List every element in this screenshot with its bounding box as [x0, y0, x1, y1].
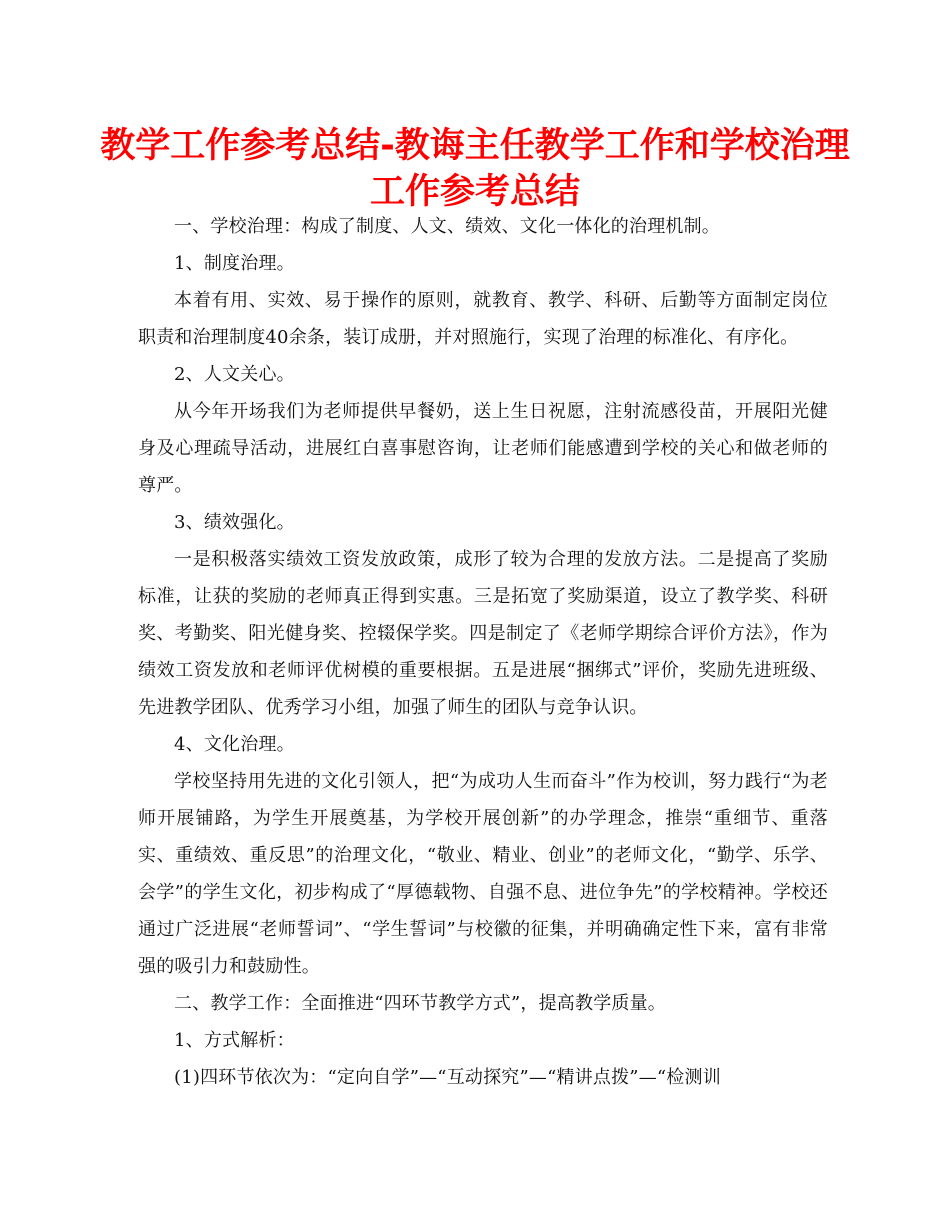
document-title-line-2: 工作参考总结 — [369, 172, 580, 212]
subheading-performance: 3、绩效强化。 — [174, 512, 295, 533]
paragraph-humanistic-care: 从今年开场我们为老师提供早餐奶，送上生日祝愿，注射流感役苗，开展阳光健身及心理疏导活动，进展红白喜事慰咨询，让老师们能感遭到学校的关心和做老师的尊严。 — [138, 401, 828, 496]
paragraph-culture-management: 学校坚持用先进的文化引领人，把“为成功人生而奋斗”作为校训，努力践行“为老师开展铺路，为学生开展奠基，为学校开展创新”的办学理念，推崇“重细节、重落实、重绩效、重反思”的治理文化，“敬业、精业、创业”的老师文化，“勤学、乐学、会学”的学生文化，初步构成了“厚德载物、自强不息、进位争先”的学校精神。学校还通过广泛进展“老师誓词”、“学生誓词”与校徽的征集，并明确确定性下来，富有非常强的吸引力和鼓励性。 — [138, 771, 828, 977]
document-title-line-1: 教学工作参考总结-教诲主任教学工作和学校治理 — [100, 126, 850, 166]
subheading-system-management: 1、制度治理。 — [174, 253, 295, 274]
document-body — [138, 208, 828, 1096]
paragraph-system-management: 本着有用、实效、易于操作的原则，就教育、教学、科研、后勤等方面制定岗位职责和治理制度40余条，装订成册，并对照施行，实现了治理的标准化、有序化。 — [138, 290, 828, 348]
section-heading-teaching-work: 二、教学工作：全面推进“四环节教学方式”，提高教学质量。 — [174, 993, 667, 1014]
subheading-humanistic-care: 2、人文关心。 — [174, 364, 295, 385]
paragraph-four-steps: (1)四环节依次为：“定向自学”—“互动探究”—“精讲点拨”—“检测训 — [174, 1067, 721, 1088]
subheading-culture-management: 4、文化治理。 — [174, 734, 295, 755]
section-heading-school-management: 一、学校治理：构成了制度、人文、绩效、文化一体化的治理机制。 — [174, 216, 720, 237]
paragraph-performance: 一是积极落实绩效工资发放政策，成形了较为合理的发放方法。二是提高了奖励标准，让获的奖励的老师真正得到实惠。三是拓宽了奖励渠道，设立了教学奖、科研奖、考勤奖、阳光健身奖、控辍保学奖。四是制定了《老师学期综合评价方法》，作为绩效工资发放和老师评优树模的重要根据。五是进展“捆绑式”评价，奖励先进班级、先进教学团队、优秀学习小组，加强了师生的团队与竞争认识。 — [138, 549, 828, 718]
subheading-method-analysis: 1、方式解析： — [174, 1030, 295, 1051]
